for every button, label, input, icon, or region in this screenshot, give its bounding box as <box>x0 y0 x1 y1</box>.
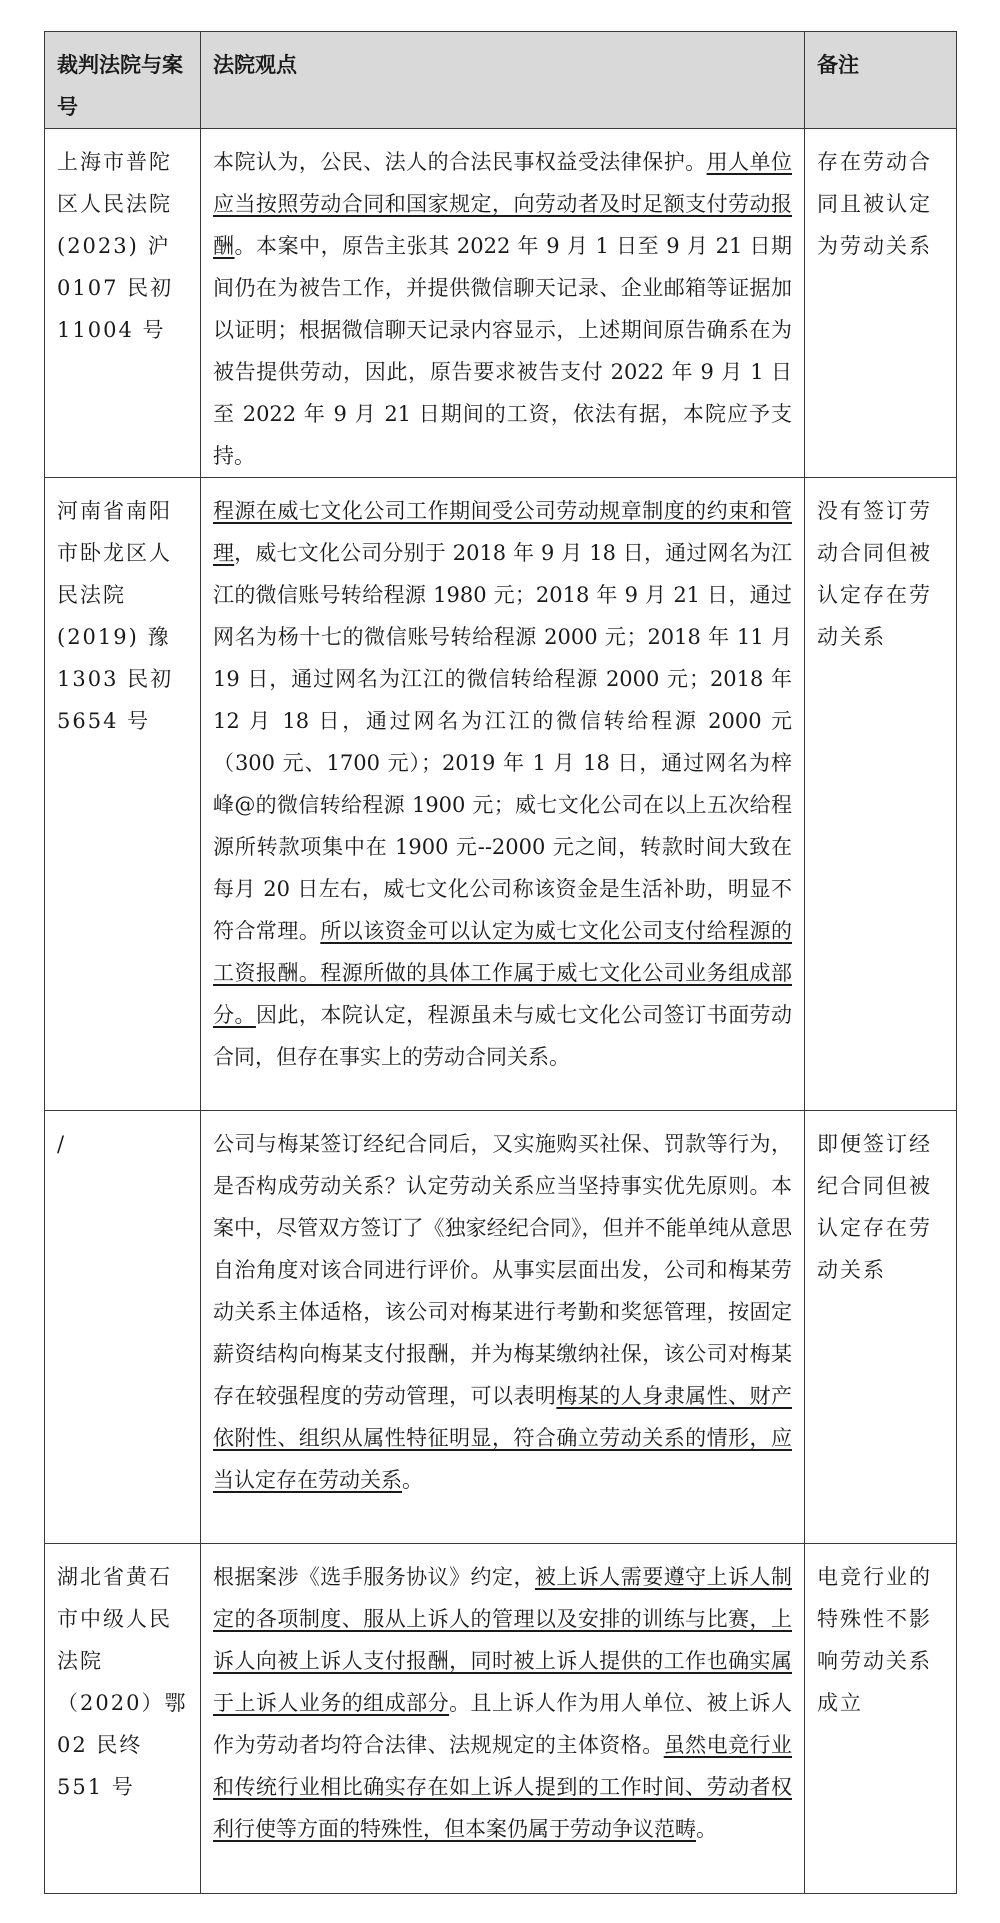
table-row <box>45 478 957 1111</box>
header-note: 备注 <box>805 32 957 129</box>
view-cell <box>201 1544 805 1894</box>
view-segment-underlined: 程源在威七文化公司工作期间受公司劳动规章制度的约束和管理 <box>213 499 792 565</box>
view-cell <box>201 129 805 478</box>
view-cell <box>201 478 805 1111</box>
view-segment: 公司与梅某签订经纪合同后，又实施购买社保、罚款等行为，是否构成劳动关系？认定劳动关系应当坚持事实优先原则。本案中，尽管双方签订了《独家经纪合同》，但并不能单纯从意思自治角度对该合同进行评价。从事实层面出发，公司和梅某劳动关系主体适格，该公司对梅某进行考勤和奖惩管理，按固定薪资结构向梅某支付报酬，并为梅某缴纳社保，该公司对梅某存在较强程度的劳动管理，可以表明 <box>213 1132 792 1408</box>
note-cell: 电竞行业的特殊性不影响劳动关系成立 <box>805 1544 957 1894</box>
view-segment-underlined: 虽然电竞行业和传统行业相比确实存在如上诉人提到的工作时间、劳动者权利行使等方面的特殊性，但本案仍属于劳动争议范畴 <box>213 1733 793 1841</box>
header-view: 法院观点 <box>201 32 805 129</box>
table-row <box>45 1111 957 1544</box>
judgment-table <box>44 31 957 1894</box>
court-cell: 河南省南阳市卧龙区人民法院 (2019) 豫 1303 民初 5654 号 <box>45 478 201 1111</box>
view-segment: 因此，本院认定，程源虽未与威七文化公司签订书面劳动合同，但存在事实上的劳动合同关系。 <box>213 1003 793 1069</box>
court-cell: 上海市普陀区人民法院(2023) 沪 0107 民初 11004 号 <box>45 129 201 478</box>
view-segment-underlined: 梅某的人身隶属性、财产依附性、组织从属性特征明显，符合确立劳动关系的情形，应当认定存在劳动关系 <box>213 1384 793 1492</box>
view-segment: 。且上诉人作为用人单位、被上诉人作为劳动者均符合法律、法规规定的主体资格。 <box>213 1691 792 1757</box>
view-segment: 。 <box>696 1817 717 1841</box>
view-segment: ，威七文化公司分别于 2018 年 9 月 18 日，通过网名为江江的微信账号转给程源 1980 元；2018 年 9 月 21 日，通过网名为杨十七的微信账号转给程源 2000 元；2018 年 11 月 19 日，通过网名为江江的微信转给程源 2000 元；2018 年 12 月 18 日，通过网名为江江的微信转给程源 2000 元（300 元、1700 元）；2019 年 1 月 18 日，通过网名为梓峰@的微信转给程源 1900 元；威七文化公司在以上五次给程源所转款项集中在 1900 元--2000 元之间，转款时间大致在每月 20 日左右，威七文化公司称该资金是生活补助，明显不符合常理。 <box>213 541 792 943</box>
view-segment-underlined: 用人单位应当按照劳动合同和国家规定，向劳动者及时足额支付劳动报酬 <box>213 150 793 258</box>
header-court: 裁判法院与案号 <box>45 32 201 129</box>
note-cell: 没有签订劳动合同但被认定存在劳动关系 <box>805 478 957 1111</box>
view-segment: 。 <box>402 1468 423 1492</box>
header-row <box>45 32 957 129</box>
view-segment: 本院认为，公民、法人的合法民事权益受法律保护。 <box>213 150 707 174</box>
court-cell: / <box>45 1111 201 1544</box>
view-segment: 。本案中，原告主张其 2022 年 9 月 1 日至 9 月 21 日期间仍在为被告工作，并提供微信聊天记录、企业邮箱等证据加以证明；根据微信聊天记录内容显示，上述期间原告确系在为被告提供劳动，因此，原告要求被告支付 2022 年 9 月 1 日至 2022 年 9 月 21 日期间的工资，依法有据，本院应予支持。 <box>213 234 793 468</box>
note-cell: 即便签订经纪合同但被认定存在劳动关系 <box>805 1111 957 1544</box>
court-cell: 湖北省黄石市中级人民法院（2020）鄂 02 民终 551 号 <box>45 1544 201 1894</box>
view-cell <box>201 1111 805 1544</box>
view-segment-underlined: 所以该资金可以认定为威七文化公司支付给程源的工资报酬。程源所做的具体工作属于威七文化公司业务组成部分。 <box>213 919 793 1027</box>
note-cell: 存在劳动合同且被认定为劳动关系 <box>805 129 957 478</box>
table-row <box>45 129 957 478</box>
table-row <box>45 1544 957 1894</box>
view-segment: 根据案涉《选手服务协议》约定， <box>213 1565 535 1589</box>
view-segment-underlined: 被上诉人需要遵守上诉人制定的各项制度、服从上诉人的管理以及安排的训练与比赛，上诉人向被上诉人支付报酬，同时被上诉人提供的工作也确实属于上诉人业务的组成部分 <box>213 1565 792 1715</box>
